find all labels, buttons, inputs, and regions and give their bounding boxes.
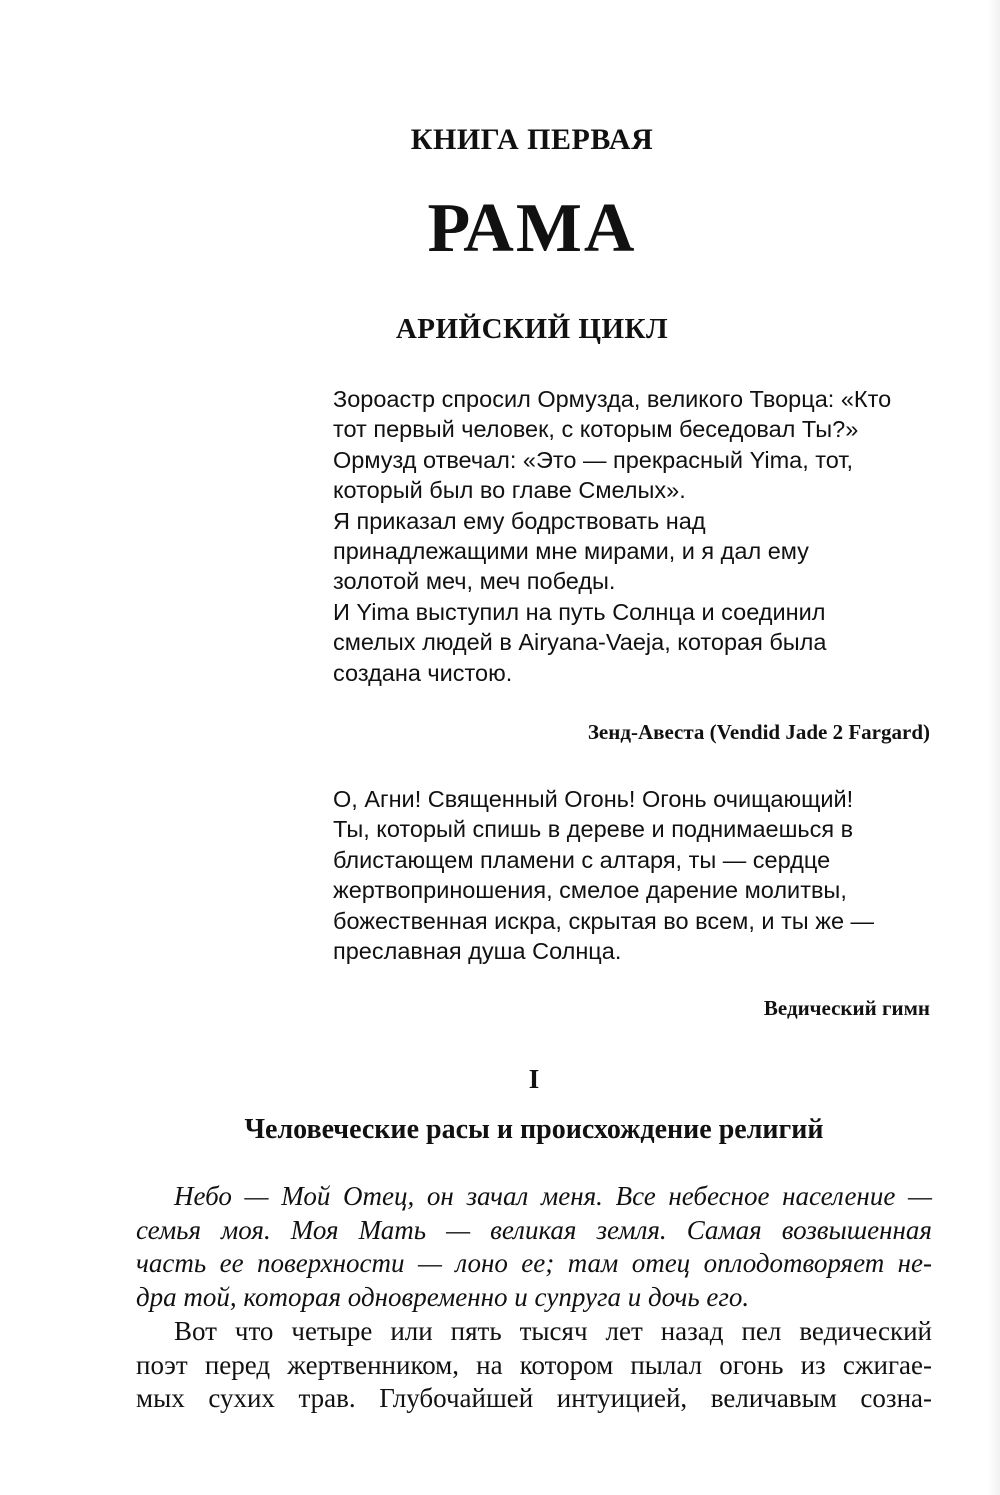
paragraph-line: часть ее поверхности — лоно ее; там отец оплодотворяет не- xyxy=(136,1248,932,1278)
chapter-numeral: I xyxy=(528,1064,540,1094)
epigraph-line: И Yima выступил на путь Солнца и соединил xyxy=(333,598,826,625)
epigraph-zend-avesta xyxy=(333,384,933,688)
book-label: КНИГА ПЕРВАЯ xyxy=(410,123,654,156)
epigraph-line: золотой меч, меч победы. xyxy=(333,568,616,595)
epigraph-line: Ормузд отвечал: «Это — прекрасный Yima, тот, xyxy=(333,446,854,473)
epigraph-line: принадлежащими мне мирами, и я дал ему xyxy=(333,538,809,565)
epigraph-line: создана чистою. xyxy=(333,659,513,686)
chapter-title: Человеческие расы и происхождение религий xyxy=(244,1114,824,1145)
epigraph-line: тот первый человек, с которым беседовал Ты?» xyxy=(333,416,859,443)
epigraph-line: который был во главе Смелых». xyxy=(333,477,686,504)
cycle-title: АРИЙСКИЙ ЦИКЛ xyxy=(395,313,669,345)
italic-quote-paragraph xyxy=(136,1180,932,1314)
epigraph-line: блистающем пламени с алтаря, ты — сердце xyxy=(333,846,831,873)
epigraph-line: божественная искра, скрытая во всем, и ты же — xyxy=(333,907,875,934)
epigraph-line: смелых людей в Airyana-Vaeja, которая была xyxy=(333,629,827,656)
epigraph-line: Зороастр спросил Ормузда, великого Творца: «Кто xyxy=(333,386,892,412)
epigraph-line: Ты, который спишь в дереве и поднимаешься в xyxy=(333,816,854,843)
epigraph-vedic-hymn xyxy=(333,784,933,966)
book-title: РАМА xyxy=(427,190,637,267)
paragraph-line: дра той, которая одновременно и супруга и дочь его. xyxy=(136,1281,750,1312)
epigraph-line: жертвоприношения, смелое дарение молитвы, xyxy=(333,877,847,904)
prose-paragraph xyxy=(136,1315,932,1416)
paragraph-line: семья моя. Моя Мать — великая земля. Самая возвышенная xyxy=(136,1214,932,1245)
paragraph-line: мых сухих трав. Глубочайшей интуицией, величавым созна- xyxy=(136,1383,932,1413)
epigraph-attribution: Зенд-Авеста (Vendid Jade 2 Fargard) xyxy=(587,720,930,744)
epigraph-attribution: Ведический гимн xyxy=(763,996,930,1020)
paragraph-line: Небо — Мой Отец, он зачал меня. Все небесное население — xyxy=(174,1181,932,1211)
page-edge-shadow xyxy=(988,0,1000,1495)
paragraph-line: Вот что четыре или пять тысяч лет назад пел ведический xyxy=(174,1316,932,1346)
paragraph-line: поэт перед жертвенником, на котором пылал огонь из сжигае- xyxy=(136,1349,932,1380)
epigraph-line: преславная душа Солнца. xyxy=(333,938,622,965)
epigraph-line: О, Агни! Священный Огонь! Огонь очищающий! xyxy=(333,786,854,812)
epigraph-line: Я приказал ему бодрствовать над xyxy=(333,507,706,534)
